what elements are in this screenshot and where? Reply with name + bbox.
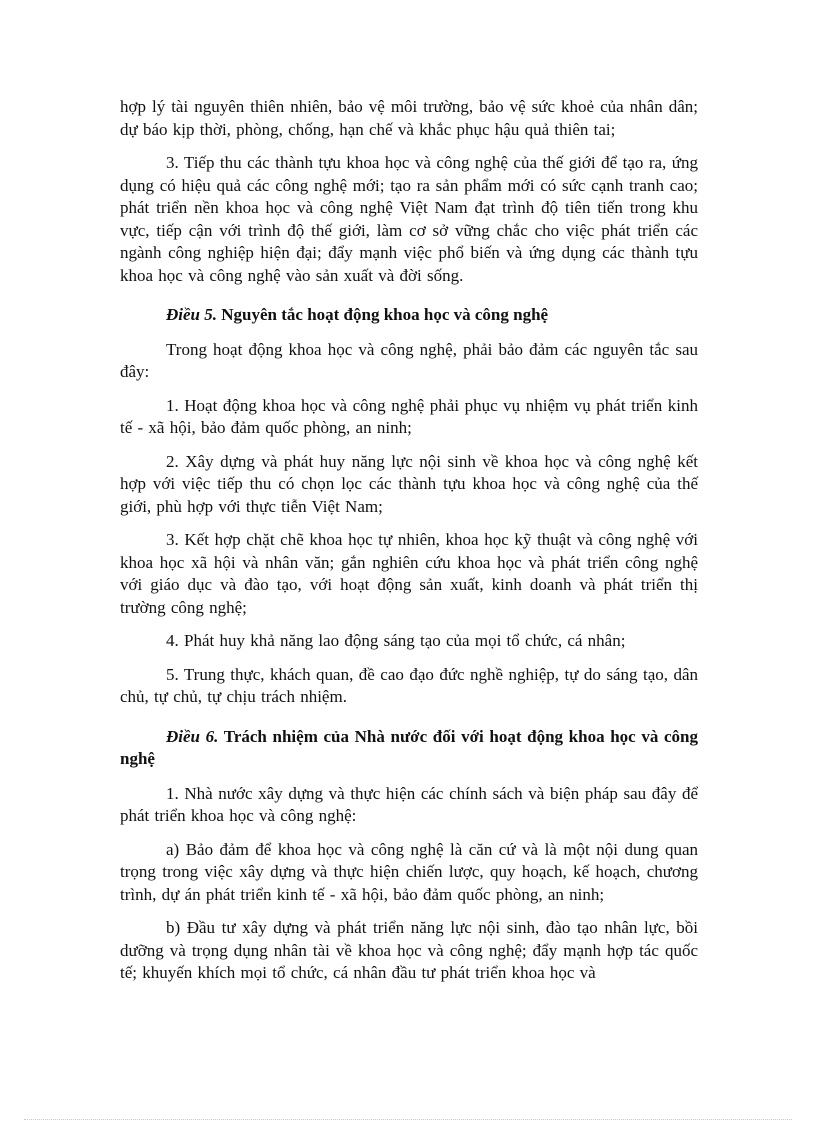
article-6-title: Trách nhiệm của Nhà nước đối với hoạt động khoa học và công nghệ (120, 726, 699, 768)
article-5-label: Điều 5. (166, 305, 217, 324)
paragraph-item-3: 3. Tiếp thu các thành tựu khoa học và công nghệ của thế giới để tạo ra, ứng dụng có hiệu quả các công nghệ mới; tạo ra sản phẩm mới có sức cạnh tranh cao; phát triển nền khoa học và công nghệ Việt Nam đạt trình độ tiên tiến trong khu vực, tiếp cận với trình độ thế giới, làm cơ sở vững chắc cho việc phát triển các ngành công nghiệp hiện đại; đẩy mạnh việc phổ biến và ứng dụng các thành tựu khoa học và công nghệ vào sản xuất và đời sống. (120, 153, 698, 285)
article-6-label: Điều 6. (166, 726, 219, 746)
article-6-item-1a: a) Bảo đảm để khoa học và công nghệ là căn cứ và là một nội dung quan trọng trong việc xây dựng và thực hiện chiến lược, quy hoạch, kế hoạch, chương trình, dự án phát triển kinh tế - xã hội, bảo đảm quốc phòng, an ninh; (120, 839, 698, 904)
document-page (120, 96, 698, 996)
article-6-item-1: 1. Nhà nước xây dựng và thực hiện các chính sách và biện pháp sau đây để phát triển khoa học và công nghệ: (120, 783, 698, 825)
article-5-heading (120, 304, 698, 327)
article-5-item-4: 4. Phát huy khả năng lao động sáng tạo của mọi tổ chức, cá nhân; (166, 631, 626, 650)
article-5-item-2: 2. Xây dựng và phát huy năng lực nội sinh về khoa học và công nghệ kết hợp với việc tiếp thu có chọn lọc các thành tựu khoa học và công nghệ của thế giới, phù hợp với thực tiễn Việt Nam; (120, 451, 698, 516)
article-6-item-1b: b) Đầu tư xây dựng và phát triển năng lực nội sinh, đào tạo nhân lực, bồi dưỡng và trọng dụng nhân tài về khoa học và công nghệ; đẩy mạnh hợp tác quốc tế; khuyến khích mọi tổ chức, cá nhân đầu tư phát triển khoa học và (120, 918, 698, 982)
article-5-title: Nguyên tắc hoạt động khoa học và công nghệ (221, 305, 549, 324)
article-5-item-3: 3. Kết hợp chặt chẽ khoa học tự nhiên, khoa học kỹ thuật và công nghệ với khoa học xã hội và nhân văn; gắn nghiên cứu khoa học và phát triển công nghệ với giáo dục và đào tạo, với hoạt động sản xuất, kinh doanh và phát triển thị trường công nghệ; (120, 530, 698, 617)
article-6-heading (120, 726, 698, 771)
page-bottom-divider (24, 1119, 792, 1120)
article-5-item-5: 5. Trung thực, khách quan, đề cao đạo đức nghề nghiệp, tự do sáng tạo, dân chủ, tự chủ, tự chịu trách nhiệm. (120, 664, 698, 706)
article-5-item-1: 1. Hoạt động khoa học và công nghệ phải phục vụ nhiệm vụ phát triển kinh tế - xã hội, bảo đảm quốc phòng, an ninh; (120, 395, 698, 437)
article-5-intro: Trong hoạt động khoa học và công nghệ, phải bảo đảm các nguyên tắc sau đây: (120, 339, 698, 381)
paragraph-continued: hợp lý tài nguyên thiên nhiên, bảo vệ môi trường, bảo vệ sức khoẻ của nhân dân; dự báo kịp thời, phòng, chống, hạn chế và khắc phục hậu quả thiên tai; (120, 97, 698, 139)
